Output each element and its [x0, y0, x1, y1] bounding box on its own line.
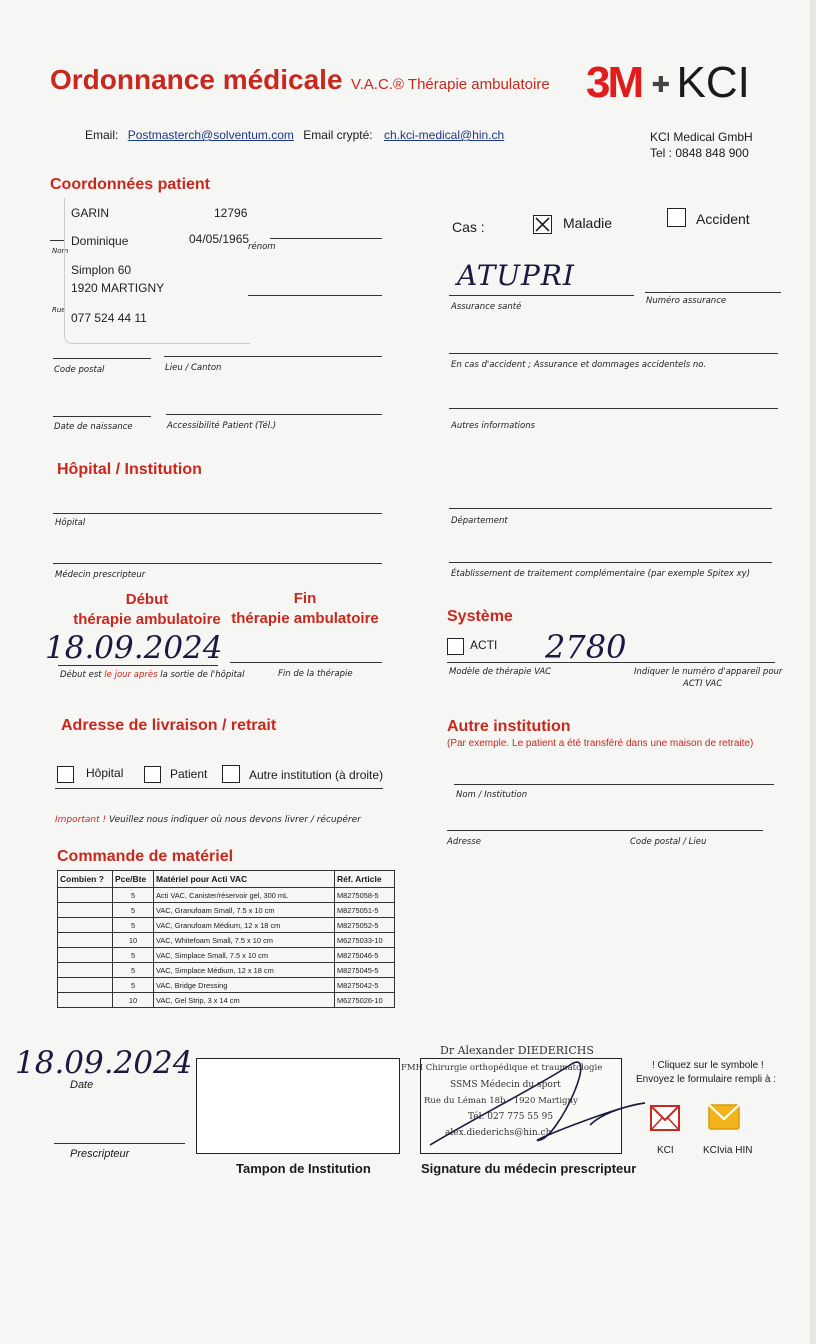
delivery-hopital-checkbox[interactable]	[57, 766, 74, 783]
acti-label: ACTI	[470, 638, 498, 652]
patient-phone: 077 524 44 11	[71, 311, 147, 325]
col-pce: Pce/Bte	[113, 871, 154, 888]
ref-cell: M8275052-5	[335, 918, 395, 933]
patient-number: 12796	[214, 206, 248, 220]
pce-cell: 5	[113, 948, 154, 963]
send-hin-button[interactable]	[708, 1101, 740, 1133]
label-numero-assurance: Numéro assurance	[646, 296, 727, 306]
col-ref: Réf. Article	[335, 871, 395, 888]
ref-cell: M8275045-5	[335, 963, 395, 978]
label-adresse: Adresse	[447, 837, 482, 847]
maladie-label: Maladie	[563, 215, 613, 231]
logo-cross-icon: ✚	[651, 72, 671, 97]
company-phone: Tel : 0848 848 900	[650, 146, 749, 160]
stamp-line-2: FMH Chirurgie orthopédique et traumatologie	[401, 1063, 603, 1073]
case-label: Cas :	[452, 219, 485, 235]
patient-street: Simplon 60	[71, 263, 132, 277]
acti-checkbox[interactable]	[447, 638, 464, 655]
pce-cell: 5	[113, 978, 154, 993]
hospital-section-title: Hôpital / Institution	[57, 461, 202, 478]
click-note-1: ! Cliquez sur le symbole !	[652, 1060, 764, 1071]
label-medecin-prescripteur: Médecin prescripteur	[55, 570, 146, 580]
ref-cell: M6275026-10	[335, 993, 395, 1008]
fin-title-2: thérapie ambulatoire	[231, 610, 379, 627]
label-code-postal: Code postal	[54, 365, 105, 375]
start-date-handwritten: 18.09.2024	[45, 630, 223, 666]
fin-title-1: Fin	[293, 590, 317, 607]
qty-cell[interactable]	[58, 933, 113, 948]
col-combien: Combien ?	[58, 871, 113, 888]
delivery-patient-checkbox[interactable]	[144, 766, 161, 783]
material-cell: VAC, Simplace Small, 7.5 x 10 cm	[154, 948, 335, 963]
device-number: 2780	[545, 628, 627, 666]
label-etablissement: Établissement de traitement complémentaire (par exemple Spitex xy)	[451, 569, 751, 579]
qty-cell[interactable]	[58, 948, 113, 963]
material-cell: VAC, Simplace Médium, 12 x 18 cm	[154, 963, 335, 978]
material-cell: VAC, Granufoam Small, 7.5 x 10 cm	[154, 903, 335, 918]
label-assurance-sante: Assurance santé	[451, 302, 522, 312]
table-row	[58, 888, 395, 903]
email-row	[85, 128, 504, 142]
assurance-value: ATUPRI	[457, 259, 575, 292]
pce-cell: 5	[113, 963, 154, 978]
delivery-important-note: Important ! Veuillez nous indiquer où nous devons livrer / récupérer	[55, 815, 361, 825]
pce-cell: 5	[113, 903, 154, 918]
label-prenom: rénom	[248, 242, 276, 252]
table-row	[58, 933, 395, 948]
label-nom: Nom	[52, 247, 69, 255]
material-cell: VAC, Granufoam Médium, 12 x 18 cm	[154, 918, 335, 933]
stamp-line-1: Dr Alexander DIEDERICHS	[440, 1044, 594, 1057]
table-row	[58, 918, 395, 933]
order-table	[57, 870, 395, 1008]
label-tampon: Tampon de Institution	[236, 1161, 371, 1176]
email-label: Email:	[85, 128, 119, 142]
label-numero-appareil-1: Indiquer le numéro d'appareil pour	[634, 667, 783, 677]
stamp-line-5: Tél. 027 775 55 95	[468, 1112, 554, 1122]
label-fin-therapie: Fin de la thérapie	[278, 669, 353, 679]
pce-cell: 10	[113, 993, 154, 1008]
table-row	[58, 963, 395, 978]
stamp-line-6: alex.diederichs@hin.ch	[445, 1128, 552, 1138]
label-rue: Rue	[52, 306, 66, 314]
pce-cell: 5	[113, 888, 154, 903]
qty-cell[interactable]	[58, 918, 113, 933]
patient-label-border	[64, 198, 250, 344]
qty-cell[interactable]	[58, 993, 113, 1008]
other-institution-note: (Par exemple. Le patient a été transféré dans une maison de retraite)	[447, 738, 754, 749]
logo-3m-kci	[586, 58, 750, 108]
logo-3m: 3M	[586, 58, 642, 107]
company-name: KCI Medical GmbH	[650, 130, 753, 144]
other-institution-title: Autre institution	[447, 718, 571, 735]
hin-mail-icon	[708, 1101, 740, 1133]
label-lieu-canton: Lieu / Canton	[165, 363, 222, 373]
label-numero-appareil-2: ACTI VAC	[683, 679, 723, 689]
footer-date-label: Date	[70, 1079, 94, 1091]
stamp-line-3: SSMS Médecin du sport	[450, 1080, 561, 1090]
patient-section-title: Coordonnées patient	[50, 176, 211, 193]
table-row	[58, 948, 395, 963]
ref-cell: M6275033-10	[335, 933, 395, 948]
delivery-autre-label: Autre institution (à droite)	[249, 768, 384, 782]
col-materiel: Matériel pour Acti VAC	[154, 871, 335, 888]
title-main: Ordonnance médicale	[50, 64, 343, 95]
label-hopital: Hôpital	[55, 518, 86, 528]
label-modele-vac: Modèle de thérapie VAC	[449, 667, 552, 677]
email-crypt-link[interactable]: ch.kci-medical@hin.ch	[383, 128, 505, 142]
page-title	[50, 64, 550, 96]
label-signature: Signature du médecin prescripteur	[421, 1161, 637, 1176]
title-sub: V.A.C.® Thérapie ambulatoire	[351, 76, 550, 93]
institution-stamp-box[interactable]	[196, 1058, 400, 1154]
patient-birthdate: 04/05/1965	[189, 232, 250, 246]
material-cell: VAC, Bridge Dressing	[154, 978, 335, 993]
qty-cell[interactable]	[58, 903, 113, 918]
delivery-autre-checkbox[interactable]	[222, 765, 240, 783]
stamp-line-4: Rue du Léman 18b - 1920 Martigny	[424, 1096, 578, 1106]
order-section-title: Commande de matériel	[57, 848, 234, 865]
accident-label: Accident	[696, 211, 750, 227]
ref-cell: M8275046-5	[335, 948, 395, 963]
table-row	[58, 903, 395, 918]
pce-cell: 5	[113, 918, 154, 933]
label-departement: Département	[451, 516, 508, 526]
material-cell: VAC, Gel Strip, 3 x 14 cm	[154, 993, 335, 1008]
label-nom-institution: Nom / Institution	[456, 790, 528, 800]
debut-title-1: Début	[125, 591, 169, 608]
ref-cell: M8275042-5	[335, 978, 395, 993]
footer-date-handwritten: 18.09.2024	[15, 1045, 193, 1081]
send-kci-button[interactable]	[650, 1103, 680, 1133]
qty-cell[interactable]	[58, 963, 113, 978]
qty-cell[interactable]	[58, 978, 113, 993]
label-date-naissance: Date de naissance	[54, 422, 133, 432]
pce-cell: 10	[113, 933, 154, 948]
label-autres-informations: Autres informations	[451, 421, 536, 431]
logo-kci: KCI	[676, 58, 750, 107]
material-cell: VAC, Whitefoam Small, 7.5 x 10 cm	[154, 933, 335, 948]
label-code-postal-lieu: Code postal / Lieu	[630, 837, 707, 847]
patient-city: 1920 MARTIGNY	[71, 281, 165, 295]
system-section-title: Système	[447, 608, 513, 625]
click-note-2: Envoyez le formulaire rempli à :	[636, 1074, 777, 1085]
kci-icon-label: KCI	[657, 1145, 674, 1156]
material-cell: Acti VAC, Canister/réservoir gel, 300 mL	[154, 888, 335, 903]
email-crypt-label: Email crypté:	[303, 128, 373, 142]
qty-cell[interactable]	[58, 888, 113, 903]
patient-last-name: GARIN	[71, 206, 110, 220]
table-row	[58, 978, 395, 993]
page-fold-shadow	[810, 0, 816, 1344]
delivery-section-title: Adresse de livraison / retrait	[61, 717, 277, 734]
kci-mail-icon	[650, 1103, 680, 1133]
ref-cell: M8275058-5	[335, 888, 395, 903]
maladie-checkbox[interactable]	[533, 215, 552, 234]
table-row	[58, 993, 395, 1008]
label-debut: Début est le jour après la sortie de l'hôpital	[60, 670, 245, 680]
signature-scribble	[420, 1045, 660, 1155]
patient-first-name: Dominique	[71, 234, 129, 248]
delivery-patient-label: Patient	[170, 767, 208, 781]
accident-checkbox[interactable]	[667, 208, 686, 227]
email-link[interactable]: Postmasterch@solventum.com	[127, 128, 294, 142]
footer-prescripteur-label: Prescripteur	[70, 1148, 130, 1160]
checkbox-cross-icon	[534, 216, 551, 233]
hin-icon-label: KCIvia HIN	[703, 1145, 753, 1156]
label-accessibilite: Accessibilité Patient (Tél.)	[167, 421, 277, 431]
delivery-hopital-label: Hôpital	[86, 766, 124, 780]
label-accident-info: En cas d'accident ; Assurance et dommages accidentels no.	[451, 360, 707, 370]
debut-title-2: thérapie ambulatoire	[73, 611, 221, 628]
ref-cell: M8275051-5	[335, 903, 395, 918]
